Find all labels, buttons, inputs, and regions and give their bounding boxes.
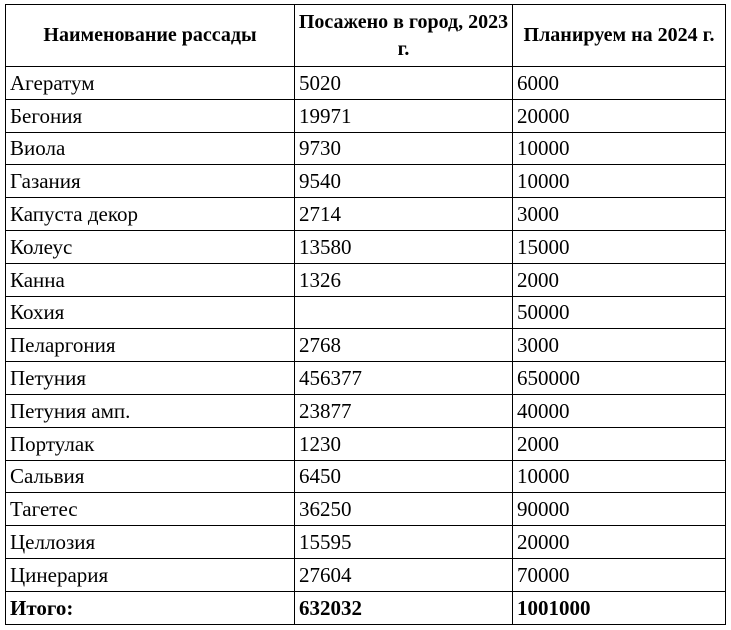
total-planned-2024: 1001000 bbox=[513, 591, 726, 624]
planned-2024-cell: 3000 bbox=[513, 329, 726, 362]
seedling-name-cell: Цинерария bbox=[6, 558, 295, 591]
table-row bbox=[6, 165, 726, 198]
planted-2023-cell: 2714 bbox=[295, 198, 513, 231]
planted-2023-cell: 15595 bbox=[295, 526, 513, 559]
planned-2024-cell: 650000 bbox=[513, 362, 726, 395]
planted-2023-cell: 9540 bbox=[295, 165, 513, 198]
table-row bbox=[6, 198, 726, 231]
planned-2024-cell: 3000 bbox=[513, 198, 726, 231]
table-row bbox=[6, 362, 726, 395]
seedling-name-cell: Петуния амп. bbox=[6, 394, 295, 427]
seedling-name-cell: Петуния bbox=[6, 362, 295, 395]
header-planted-2023: Посажено в город, 2023 г. bbox=[295, 5, 513, 67]
table-row bbox=[6, 394, 726, 427]
planned-2024-cell: 10000 bbox=[513, 165, 726, 198]
planned-2024-cell: 20000 bbox=[513, 99, 726, 132]
table-row bbox=[6, 329, 726, 362]
seedling-name-cell: Сальвия bbox=[6, 460, 295, 493]
seedling-name-cell: Пеларгония bbox=[6, 329, 295, 362]
planted-2023-cell: 2768 bbox=[295, 329, 513, 362]
table-row bbox=[6, 263, 726, 296]
planted-2023-cell bbox=[295, 296, 513, 329]
table-row bbox=[6, 493, 726, 526]
header-seedling-name: Наименование рассады bbox=[6, 5, 295, 67]
seedlings-table bbox=[5, 4, 726, 625]
total-label: Итого: bbox=[6, 591, 295, 624]
planned-2024-cell: 10000 bbox=[513, 460, 726, 493]
header-row bbox=[6, 5, 726, 67]
table-row bbox=[6, 460, 726, 493]
table-row bbox=[6, 558, 726, 591]
table-row bbox=[6, 132, 726, 165]
seedling-name-cell: Газания bbox=[6, 165, 295, 198]
planned-2024-cell: 15000 bbox=[513, 230, 726, 263]
seedling-name-cell: Портулак bbox=[6, 427, 295, 460]
planned-2024-cell: 6000 bbox=[513, 67, 726, 100]
planned-2024-cell: 2000 bbox=[513, 263, 726, 296]
planted-2023-cell: 36250 bbox=[295, 493, 513, 526]
planted-2023-cell: 23877 bbox=[295, 394, 513, 427]
planted-2023-cell: 9730 bbox=[295, 132, 513, 165]
planned-2024-cell: 90000 bbox=[513, 493, 726, 526]
planned-2024-cell: 2000 bbox=[513, 427, 726, 460]
seedling-name-cell: Агератум bbox=[6, 67, 295, 100]
planted-2023-cell: 5020 bbox=[295, 67, 513, 100]
planned-2024-cell: 50000 bbox=[513, 296, 726, 329]
seedling-name-cell: Виола bbox=[6, 132, 295, 165]
seedling-name-cell: Капуста декор bbox=[6, 198, 295, 231]
table-row bbox=[6, 427, 726, 460]
table-row bbox=[6, 67, 726, 100]
planted-2023-cell: 13580 bbox=[295, 230, 513, 263]
planted-2023-cell: 1230 bbox=[295, 427, 513, 460]
seedling-name-cell: Кохия bbox=[6, 296, 295, 329]
table-header bbox=[6, 5, 726, 67]
table-row bbox=[6, 296, 726, 329]
planted-2023-cell: 6450 bbox=[295, 460, 513, 493]
seedling-name-cell: Тагетес bbox=[6, 493, 295, 526]
planned-2024-cell: 70000 bbox=[513, 558, 726, 591]
table-body bbox=[6, 67, 726, 625]
table-row bbox=[6, 230, 726, 263]
planned-2024-cell: 20000 bbox=[513, 526, 726, 559]
seedling-name-cell: Канна bbox=[6, 263, 295, 296]
planned-2024-cell: 10000 bbox=[513, 132, 726, 165]
header-planned-2024: Планируем на 2024 г. bbox=[513, 5, 726, 67]
seedling-name-cell: Колеус bbox=[6, 230, 295, 263]
planted-2023-cell: 456377 bbox=[295, 362, 513, 395]
total-row bbox=[6, 591, 726, 624]
planted-2023-cell: 19971 bbox=[295, 99, 513, 132]
table-row bbox=[6, 526, 726, 559]
table-row bbox=[6, 99, 726, 132]
planted-2023-cell: 27604 bbox=[295, 558, 513, 591]
planted-2023-cell: 1326 bbox=[295, 263, 513, 296]
total-planted-2023: 632032 bbox=[295, 591, 513, 624]
planned-2024-cell: 40000 bbox=[513, 394, 726, 427]
seedling-name-cell: Бегония bbox=[6, 99, 295, 132]
seedling-name-cell: Целлозия bbox=[6, 526, 295, 559]
